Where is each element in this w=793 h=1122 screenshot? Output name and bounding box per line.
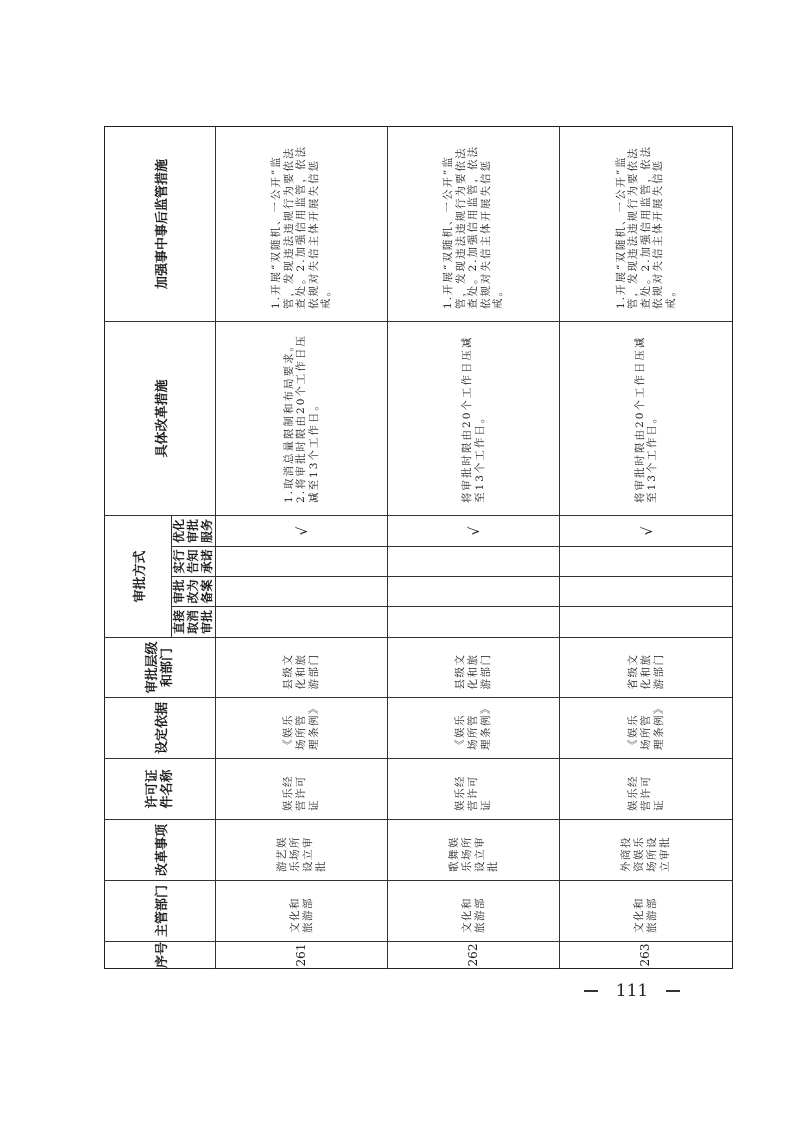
row-mark-notify: [216, 547, 388, 577]
row-level: 省级文化和旅游部门: [560, 638, 733, 698]
table-header-row: [105, 126, 172, 968]
row-mark-notify: [388, 547, 560, 577]
row-mark-cancel: [388, 607, 560, 638]
header-supervision: 加强事中事后监管措施: [105, 126, 216, 321]
row-supervision: 1.开展“双随机、一公开”监管，发现违法违规行为要依法查处。2.加强信用监管，依法依规对失信主体开展失信惩戒。: [388, 126, 560, 321]
row-level: 县级文化和旅游部门: [388, 638, 560, 698]
row-measures: 将审批时限由20个工作日压减至13个工作日。: [560, 321, 733, 515]
row-item: 歌舞娱乐场所设立审批: [388, 820, 560, 881]
table-row: [560, 126, 733, 968]
row-license: 娱乐经营许可证: [216, 759, 388, 820]
row-license: 娱乐经营许可证: [388, 759, 560, 820]
reform-items-table: [104, 126, 733, 969]
row-seq: 261: [216, 942, 388, 969]
row-mark-filing: [388, 577, 560, 607]
row-mark-optimize: √: [216, 515, 388, 546]
row-measures: 将审批时限由20个工作日压减至13个工作日。: [388, 321, 560, 515]
row-mark-cancel: [216, 607, 388, 638]
header-basis: 设定依据: [105, 698, 216, 759]
row-dept: 文化和旅游部: [216, 881, 388, 942]
header-method-filing: 审批改为备案: [172, 577, 216, 607]
row-dept: 文化和旅游部: [388, 881, 560, 942]
row-mark-optimize: √: [388, 515, 560, 546]
header-item: 改革事项: [105, 820, 216, 881]
page-number-left-dash: [584, 990, 598, 991]
row-mark-filing: [560, 577, 733, 607]
header-measures: 具体改革措施: [105, 321, 216, 515]
header-dept: 主管部门: [105, 881, 216, 942]
header-license: 许可证件名称: [105, 759, 216, 820]
header-method-notify: 实行告知承诺: [172, 547, 216, 577]
row-seq: 262: [388, 942, 560, 969]
row-basis: 《娱乐场所管理条例》: [560, 698, 733, 759]
header-approval-method: 审批方式: [105, 515, 172, 637]
row-mark-filing: [216, 577, 388, 607]
header-method-optimize: 优化审批服务: [172, 515, 216, 546]
row-basis: 《娱乐场所管理条例》: [388, 698, 560, 759]
row-mark-notify: [560, 547, 733, 577]
row-mark-optimize: √: [560, 515, 733, 546]
row-dept: 文化和旅游部: [560, 881, 733, 942]
rotated-table-container: [104, 127, 688, 969]
row-supervision: 1.开展“双随机、一公开”监管，发现违法违规行为要依法查处。2.加强信用监管，依法依规对失信主体开展失信惩戒。: [216, 126, 388, 321]
header-seq: 序号: [105, 942, 216, 969]
row-level: 县级文化和旅游部门: [216, 638, 388, 698]
page-number-value: 111: [615, 981, 649, 1001]
row-seq: 263: [560, 942, 733, 969]
row-measures: 1.取消总量限制和布局要求。2.将审批时限由20个工作日压减至13个工作日。: [216, 321, 388, 515]
row-mark-cancel: [560, 607, 733, 638]
page-number: [584, 979, 680, 1003]
header-method-cancel: 直接取消审批: [172, 607, 216, 638]
table-row: [216, 126, 388, 968]
table-row: [388, 126, 560, 968]
row-item: 外商投资娱乐场所设立审批: [560, 820, 733, 881]
row-item: 游艺娱乐场所设立审批: [216, 820, 388, 881]
row-basis: 《娱乐场所管理条例》: [216, 698, 388, 759]
row-license: 娱乐经营许可证: [560, 759, 733, 820]
row-supervision: 1.开展“双随机、一公开”监管，发现违法违规行为要依法查处。2.加强信用监管，依法依规对失信主体开展失信惩戒。: [560, 126, 733, 321]
page-number-right-dash: [666, 990, 680, 991]
header-level: 审批层级和部门: [105, 638, 216, 698]
